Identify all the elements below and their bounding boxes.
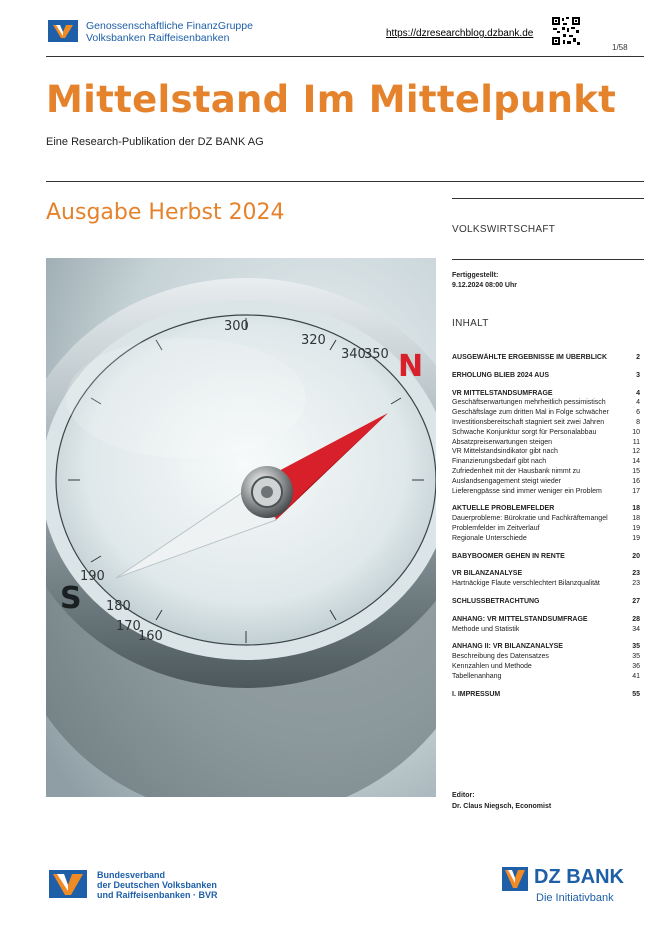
toc-title: VR MITTELSTANDSUMFRAGE [452,389,553,397]
toc-page: 18 [632,505,640,513]
svg-text:320: 320 [301,333,326,348]
toc-entry[interactable] [452,672,640,682]
toc-title: Tabellenanhang [452,672,502,680]
genossenschaft-logo-icon [48,20,78,42]
svg-text:340: 340 [341,347,366,362]
toc-page: 36 [632,662,640,670]
toc-entry[interactable] [452,477,640,487]
toc-title: Beschreibung des Datensatzes [452,653,549,661]
svg-text:300: 300 [224,319,249,334]
toc-page: 16 [632,477,640,485]
brand-line-1: Genossenschaftliche FinanzGruppe [86,20,253,32]
toc-page: 2 [636,354,640,361]
toc-section[interactable] [452,690,640,700]
toc-title: Auslandsengagement steigt wieder [452,477,561,485]
toc-title: ANHANG II: VR BILANZANALYSE [452,643,563,651]
toc-title: VR Mittelstandsindikator gibt nach [452,448,558,456]
header-brand [86,20,253,44]
page-title: Mittelstand Im Mittelpunkt [46,78,617,121]
finished-info [452,271,517,291]
svg-text:160: 160 [138,629,163,644]
svg-text:S: S [60,581,82,616]
qr-code-icon[interactable] [551,16,581,46]
toc-gap [452,607,640,615]
bvr-name [97,870,218,900]
dz-bank-tagline: Die Initiativbank [536,892,614,904]
editor-label: Editor: [452,792,475,799]
toc-title: Kennzahlen und Methode [452,662,532,670]
sidebar-divider [452,259,644,260]
dz-bank-name: DZ BANK [534,866,624,888]
toc-title: Dauerprobleme: Bürokratie und Fachkräftemangel [452,515,608,523]
toc-section[interactable] [452,389,640,399]
svg-text:N: N [398,349,424,384]
svg-text:180: 180 [106,599,131,614]
toc-entry[interactable] [452,467,640,477]
toc-page: 19 [632,534,640,542]
toc-title: BABYBOOMER GEHEN IN RENTE [452,552,565,560]
toc-entry[interactable] [452,398,640,408]
toc-page: 14 [632,458,640,466]
toc-page: 15 [632,467,640,475]
toc-entry[interactable] [452,457,640,467]
toc-page: 4 [636,399,640,407]
bvr-line-1: Bundesverband [97,870,166,880]
toc-entry[interactable] [452,514,640,524]
toc-title: AKTUELLE PROBLEMFELDER [452,505,555,513]
table-of-contents [452,353,640,699]
toc-title: Schwache Konjunktur sorgt für Personalabbau [452,428,597,436]
section-label: VOLKSWIRTSCHAFT [452,224,556,235]
toc-page: 27 [632,597,640,605]
toc-page: 8 [636,418,640,426]
bvr-line-2: der Deutschen Volksbanken [97,880,217,890]
toc-page: 35 [632,653,640,661]
toc-section[interactable] [452,597,640,607]
toc-entry[interactable] [452,534,640,544]
toc-title: Hartnäckige Flaute verschlechtert Bilanzqualität [452,580,600,588]
toc-title: ERHOLUNG BLIEB 2024 AUS [452,371,549,379]
toc-title: Zufriedenheit mit der Hausbank nimmt zu [452,467,580,475]
toc-gap [452,381,640,389]
editor-info [452,790,551,812]
toc-section[interactable] [452,615,640,625]
svg-text:170: 170 [116,619,141,634]
toc-entry[interactable] [452,428,640,438]
toc-title: Geschäftserwartungen mehrheitlich pessimistisch [452,399,606,407]
toc-gap [452,363,640,371]
page-subtitle: Eine Research-Publikation der DZ BANK AG [46,136,264,148]
title-divider [46,181,644,182]
finished-date: 9.12.2024 08:00 Uhr [452,282,517,289]
toc-section[interactable] [452,353,640,363]
toc-page: 10 [632,428,640,436]
toc-page: 35 [632,643,640,651]
toc-gap [452,682,640,690]
toc-entry[interactable] [452,625,640,635]
toc-gap [452,561,640,569]
toc-entry[interactable] [452,438,640,448]
svg-text:190: 190 [80,569,105,584]
toc-entry[interactable] [452,579,640,589]
toc-page: 23 [632,570,640,578]
toc-entry[interactable] [452,418,640,428]
toc-title: ANHANG: VR MITTELSTANDSUMFRAGE [452,615,588,623]
toc-page: 18 [632,515,640,523]
toc-page: 34 [632,625,640,633]
page-number: 1/58 [612,43,628,52]
toc-page: 28 [632,615,640,623]
toc-gap [452,634,640,642]
edition-title: Ausgabe Herbst 2024 [46,200,285,225]
toc-section[interactable] [452,504,640,514]
toc-entry[interactable] [452,447,640,457]
blog-link[interactable]: https://dzresearchblog.dzbank.de [386,28,534,39]
toc-page: 23 [632,580,640,588]
toc-page: 12 [632,448,640,456]
toc-title: VR BILANZANALYSE [452,570,523,578]
toc-title: Regionale Unterschiede [452,534,527,542]
brand-line-2: Volksbanken Raiffeisenbanken [86,32,230,44]
toc-title: Absatzpreiserwartungen steigen [452,438,553,446]
toc-title: Investitionsbereitschaft stagniert seit zwei Jahren [452,418,605,426]
toc-section[interactable] [452,642,640,652]
bvr-logo-icon [49,870,87,898]
toc-page: 11 [632,438,640,446]
editor-name: Dr. Claus Niegsch, Economist [452,803,552,810]
header-divider [46,56,644,57]
toc-page: 20 [632,552,640,560]
toc-title: Geschäftslage zum dritten Mal in Folge schwächer [452,409,609,417]
toc-page: 6 [636,409,640,417]
toc-entry[interactable] [452,662,640,672]
toc-entry[interactable] [452,408,640,418]
bvr-line-3: und Raiffeisenbanken · BVR [97,890,218,900]
toc-title: Finanzierungsbedarf gibt nach [452,458,547,466]
toc-title: Methode und Statistik [452,625,520,633]
toc-title: Lieferengpässe sind immer weniger ein Problem [452,487,602,495]
finished-label: Fertiggestellt: [452,272,499,279]
toc-section[interactable] [452,569,640,579]
toc-page: 41 [632,672,640,680]
toc-entry[interactable] [452,652,640,662]
compass-photo [46,258,436,797]
toc-title: AUSGEWÄHLTE ERGEBNISSE IM ÜBERBLICK [452,354,608,361]
toc-page: 4 [636,389,640,397]
toc-gap [452,496,640,504]
toc-gap [452,544,640,552]
toc-page: 55 [632,690,640,698]
dz-bank-logo-icon [502,867,528,891]
toc-page: 3 [636,371,640,379]
toc-section[interactable] [452,552,640,562]
toc-entry[interactable] [452,487,640,497]
toc-title: I. IMPRESSUM [452,690,501,698]
toc-title: SCHLUSSBETRACHTUNG [452,597,540,605]
toc-heading: INHALT [452,318,489,329]
toc-gap [452,589,640,597]
toc-page: 19 [632,524,640,532]
toc-entry[interactable] [452,524,640,534]
toc-section[interactable] [452,371,640,381]
svg-text:350: 350 [364,347,389,362]
toc-page: 17 [632,487,640,495]
toc-title: Problemfelder im Zeitverlauf [452,524,540,532]
sidebar-divider-top [452,198,644,199]
